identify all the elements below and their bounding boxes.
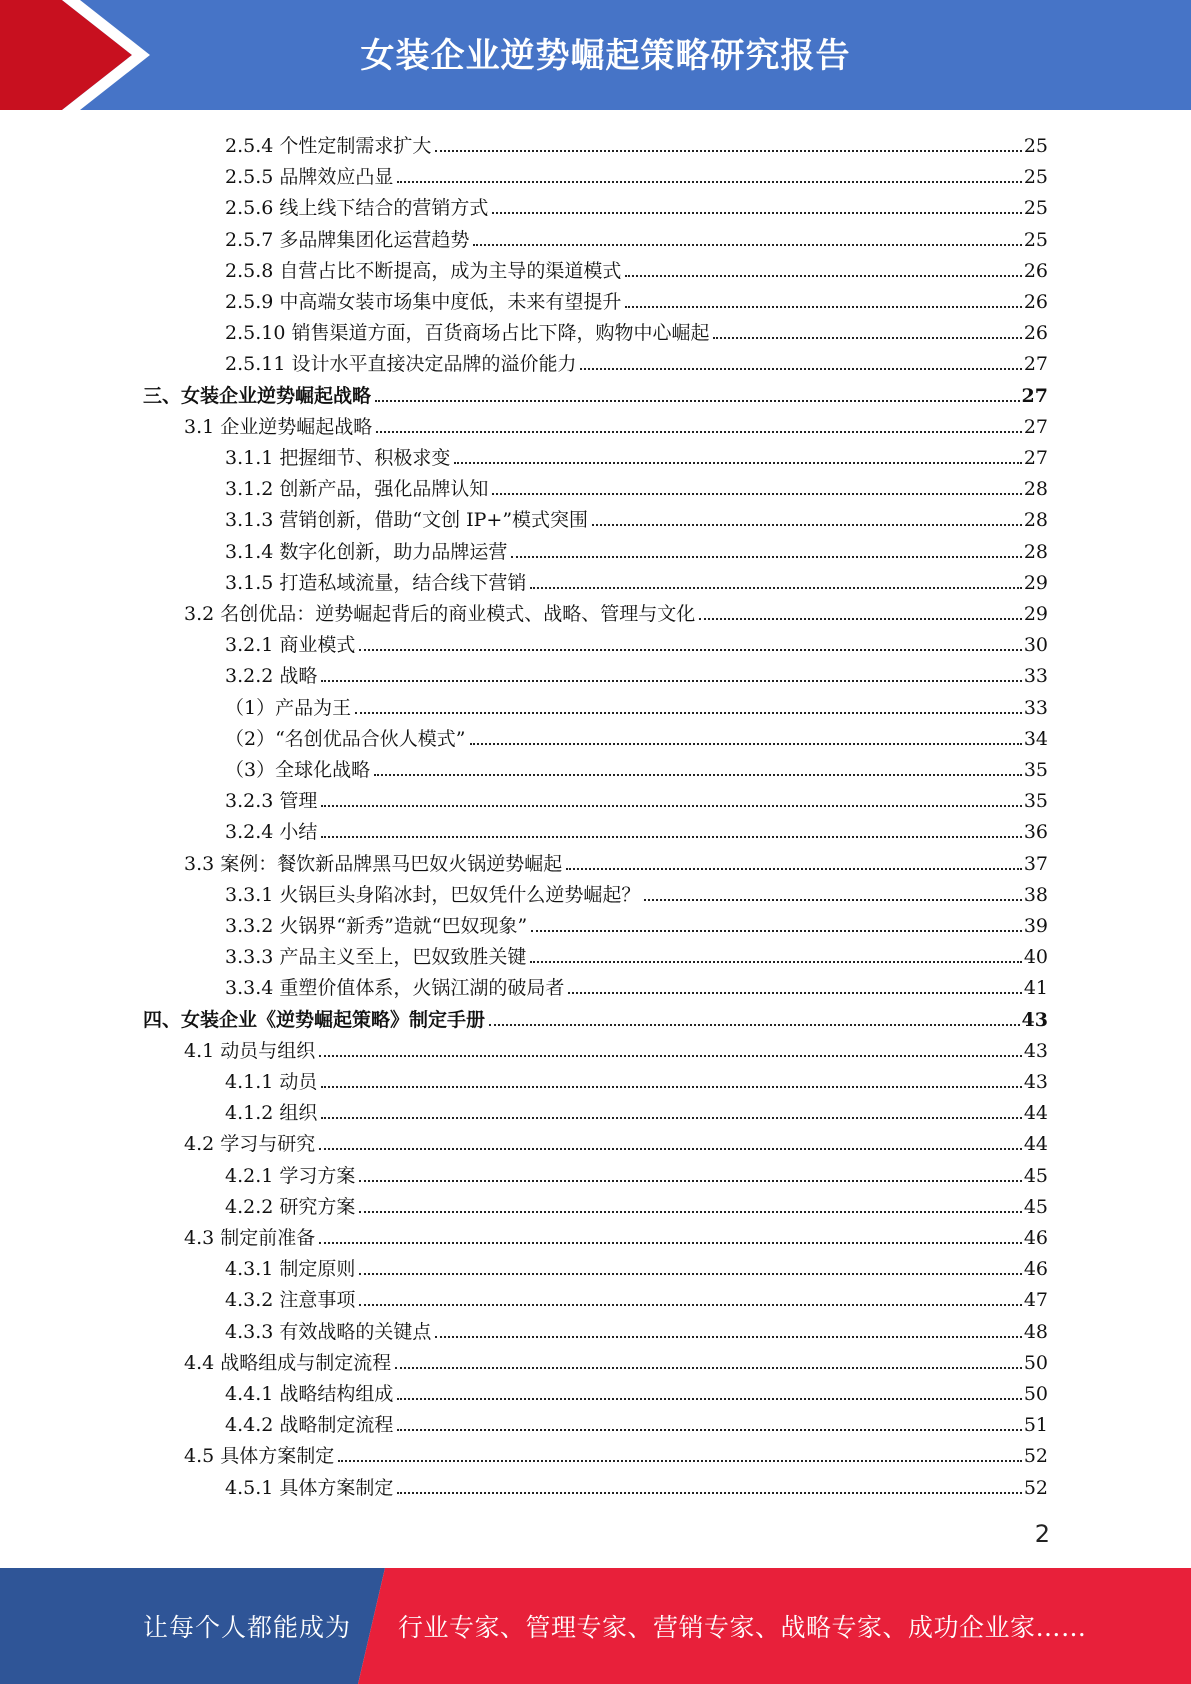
- report-title: 女装企业逆势崛起策略研究报告: [360, 36, 851, 76]
- toc-entry-label: 三、女装企业逆势崛起战略: [143, 384, 372, 407]
- toc-dot-leader: [375, 400, 1020, 402]
- toc-entry[interactable]: [225, 750, 1048, 781]
- toc-entry-label: （3）全球化战略: [225, 759, 371, 781]
- toc-dot-leader: [435, 1336, 1021, 1338]
- toc-entry[interactable]: [225, 220, 1048, 251]
- toc-entry-label: 3.2.2 战略: [225, 665, 318, 688]
- toc-entry[interactable]: [225, 937, 1048, 968]
- toc-dot-leader: [397, 181, 1021, 183]
- toc-dot-leader: [397, 1429, 1021, 1431]
- toc-entry-page: 41: [1023, 977, 1048, 1000]
- toc-dot-leader: [644, 899, 1021, 901]
- toc-dot-leader: [435, 150, 1021, 152]
- toc-entry-page: 48: [1023, 1320, 1048, 1343]
- toc-entry[interactable]: [143, 376, 1048, 407]
- toc-dot-leader: [713, 337, 1021, 339]
- toc-entry-page: 45: [1023, 1195, 1048, 1218]
- toc-dot-leader: [592, 524, 1022, 526]
- toc-entry-page: 39: [1023, 915, 1048, 937]
- toc-dot-leader: [359, 1211, 1021, 1213]
- toc-dot-leader: [338, 1460, 1022, 1462]
- toc-entry[interactable]: [225, 532, 1048, 563]
- toc-entry-label: 2.5.7 多品牌集团化运营趋势: [225, 228, 470, 251]
- toc-entry[interactable]: [225, 188, 1048, 219]
- toc-entry-label: 4.1.2 组织: [225, 1102, 318, 1125]
- toc-entry[interactable]: [225, 688, 1048, 719]
- toc-entry-label: 3.3.3 产品主义至上，巴奴致胜关键: [225, 946, 527, 969]
- footer-slogan-right: 行业专家、管理专家、营销专家、战略专家、成功企业家……: [398, 1613, 1087, 1642]
- toc-entry[interactable]: [225, 438, 1048, 469]
- toc-entry-label: 3.1 企业逆势崛起战略: [184, 415, 373, 438]
- toc-entry-label: 4.2.1 学习方案: [225, 1164, 356, 1187]
- toc-entry-page: 40: [1023, 946, 1048, 969]
- toc-dot-leader: [321, 1117, 1021, 1119]
- toc-entry-page: 43: [1023, 1071, 1048, 1093]
- toc-entry-page: 52: [1023, 1445, 1048, 1468]
- toc-entry-page: 46: [1023, 1227, 1048, 1249]
- toc-entry[interactable]: [225, 500, 1048, 531]
- toc-entry-page: 28: [1023, 540, 1048, 563]
- toc-entry[interactable]: [225, 968, 1048, 999]
- toc-dot-leader: [321, 1086, 1021, 1088]
- toc-entry[interactable]: [225, 1468, 1048, 1499]
- toc-entry-label: 4.3.3 有效战略的关键点: [225, 1320, 432, 1343]
- toc-entry[interactable]: [225, 282, 1048, 313]
- toc-entry[interactable]: [225, 1249, 1048, 1280]
- toc-entry[interactable]: [225, 1312, 1048, 1343]
- toc-dot-leader: [530, 961, 1021, 963]
- toc-dot-leader: [319, 1148, 1022, 1150]
- toc-entry-label: 3.2.4 小结: [225, 821, 318, 844]
- toc-entry[interactable]: [225, 1280, 1048, 1311]
- toc-entry-label: 2.5.10 销售渠道方面，百货商场占比下降，购物中心崛起: [225, 322, 710, 345]
- toc-entry-page: 26: [1023, 259, 1048, 282]
- toc-dot-leader: [530, 587, 1021, 589]
- toc-entry-label: 3.2.3 管理: [225, 790, 318, 813]
- toc-entry-label: 3.2 名创优品：逆势崛起背后的商业模式、战略、管理与文化: [184, 603, 696, 625]
- toc-entry[interactable]: [225, 563, 1048, 594]
- toc-dot-leader: [395, 1367, 1022, 1369]
- toc-entry-label: 2.5.6 线上线下结合的营销方式: [225, 197, 489, 220]
- toc-entry-page: 25: [1023, 166, 1048, 189]
- toc-entry-label: 3.3.2 火锅界“新秀”造就“巴奴现象”: [225, 915, 528, 937]
- toc-entry-label: 3.1.1 把握细节、积极求变: [225, 447, 451, 469]
- toc-dot-leader: [454, 462, 1021, 464]
- toc-dot-leader: [568, 992, 1021, 994]
- toc-entry-page: 28: [1023, 509, 1048, 532]
- toc-entry-label: 3.1.5 打造私域流量，结合线下营销: [225, 571, 527, 594]
- toc-entry-label: 4.5 具体方案制定: [184, 1445, 335, 1468]
- toc-entry-label: （1）产品为王: [225, 696, 352, 719]
- toc-entry[interactable]: [225, 1405, 1048, 1436]
- toc-entry-page: 29: [1023, 603, 1048, 625]
- toc-entry-label: 4.4.2 战略制定流程: [225, 1414, 394, 1437]
- toc-entry-page: 35: [1023, 759, 1048, 781]
- toc-dot-leader: [321, 680, 1021, 682]
- toc-entry-page: 27: [1023, 447, 1048, 469]
- toc-dot-leader: [397, 1492, 1021, 1494]
- toc-dot-leader: [470, 743, 1022, 745]
- toc-entry-page: 50: [1023, 1351, 1048, 1374]
- toc-dot-leader: [359, 1180, 1021, 1182]
- toc-entry-page: 27: [1021, 384, 1048, 407]
- toc-entry-page: 43: [1021, 1008, 1048, 1031]
- toc-entry-label: 4.2.2 研究方案: [225, 1195, 356, 1218]
- toc-entry[interactable]: [184, 1343, 1048, 1374]
- toc-entry[interactable]: [225, 126, 1048, 157]
- toc-dot-leader: [492, 212, 1021, 214]
- toc-entry-page: 45: [1023, 1164, 1048, 1187]
- toc-entry[interactable]: [225, 1374, 1048, 1405]
- toc-entry-page: 36: [1023, 821, 1048, 844]
- toc-entry-label: 3.1.3 营销创新，借助“文创 IP+”模式突围: [225, 509, 589, 532]
- toc-entry[interactable]: [225, 157, 1048, 188]
- toc-dot-leader: [321, 836, 1021, 838]
- toc-entry[interactable]: [225, 875, 1048, 906]
- toc-entry-label: 2.5.4 个性定制需求扩大: [225, 135, 432, 157]
- toc-dot-leader: [319, 1242, 1022, 1244]
- toc-entry[interactable]: [184, 844, 1048, 875]
- toc-entry-page: 33: [1023, 696, 1048, 719]
- toc-entry[interactable]: [225, 719, 1048, 750]
- toc-entry-page: 35: [1023, 790, 1048, 813]
- toc-dot-leader: [473, 244, 1021, 246]
- toc-entry[interactable]: [184, 594, 1048, 625]
- toc-entry-page: 27: [1023, 353, 1048, 376]
- toc-entry-page: 25: [1023, 228, 1048, 251]
- toc-entry-page: 25: [1023, 197, 1048, 220]
- toc-entry-page: 33: [1023, 665, 1048, 688]
- toc-entry-label: （2）“名创优品合伙人模式”: [225, 727, 466, 750]
- toc-entry[interactable]: [225, 1156, 1048, 1187]
- toc-entry-page: 50: [1023, 1383, 1048, 1405]
- toc-entry[interactable]: [143, 1000, 1048, 1031]
- toc-entry-label: 4.5.1 具体方案制定: [225, 1476, 394, 1499]
- toc-entry-label: 4.3.2 注意事项: [225, 1289, 356, 1312]
- toc-entry[interactable]: [225, 251, 1048, 282]
- toc-dot-leader: [376, 431, 1022, 433]
- toc-entry-label: 4.2 学习与研究: [184, 1133, 316, 1156]
- toc-entry[interactable]: [184, 1436, 1048, 1467]
- toc-entry-label: 3.3.4 重塑价值体系，火锅江湖的破局者: [225, 977, 565, 1000]
- toc-entry[interactable]: [225, 812, 1048, 843]
- toc-entry[interactable]: [225, 906, 1048, 937]
- toc-entry[interactable]: [225, 781, 1048, 812]
- toc-entry-label: 2.5.8 自营占比不断提高，成为主导的渠道模式: [225, 259, 622, 282]
- toc-entry-page: 26: [1023, 291, 1048, 313]
- toc-entry-label: 2.5.9 中高端女装市场集中度低，未来有望提升: [225, 291, 622, 313]
- toc-entry[interactable]: [225, 1093, 1048, 1124]
- toc-entry-label: 3.3 案例：餐饮新品牌黑马巴奴火锅逆势崛起: [184, 852, 563, 875]
- toc-entry[interactable]: [225, 1062, 1048, 1093]
- toc-dot-leader: [531, 930, 1022, 932]
- toc-entry-label: 4.3 制定前准备: [184, 1227, 316, 1249]
- toc-entry-page: 52: [1023, 1476, 1048, 1499]
- toc-entry-page: 34: [1023, 727, 1048, 750]
- toc-entry[interactable]: [184, 1218, 1048, 1249]
- toc-entry[interactable]: [225, 469, 1048, 500]
- toc-dot-leader: [374, 774, 1022, 776]
- toc-entry-page: 29: [1023, 571, 1048, 594]
- toc-dot-leader: [489, 1024, 1020, 1026]
- toc-entry-page: 27: [1023, 415, 1048, 438]
- toc-entry[interactable]: [225, 344, 1048, 375]
- toc-entry[interactable]: [184, 1031, 1048, 1062]
- toc-entry-label: 3.3.1 火锅巨头身陷冰封，巴奴凭什么逆势崛起？: [225, 883, 641, 906]
- toc-entry-page: 25: [1023, 135, 1048, 157]
- toc-entry-label: 4.4 战略组成与制定流程: [184, 1351, 392, 1374]
- toc-entry[interactable]: [225, 1187, 1048, 1218]
- toc-entry-label: 3.1.2 创新产品，强化品牌认知: [225, 478, 489, 501]
- toc-entry-page: 51: [1023, 1414, 1048, 1437]
- toc-entry-label: 3.1.4 数字化创新，助力品牌运营: [225, 540, 508, 563]
- toc-dot-leader: [625, 275, 1021, 277]
- footer-slogan-left: 让每个人都能成为: [143, 1613, 352, 1642]
- toc-entry-page: 44: [1023, 1102, 1048, 1125]
- toc-dot-leader: [359, 1304, 1021, 1306]
- page-footer: [0, 1568, 1191, 1684]
- toc-entry-page: 28: [1023, 478, 1048, 501]
- toc-entry-label: 4.4.1 战略结构组成: [225, 1383, 394, 1405]
- toc-dot-leader: [699, 618, 1022, 620]
- toc-entry-label: 4.1 动员与组织: [184, 1039, 316, 1062]
- toc-entry-label: 3.2.1 商业模式: [225, 634, 356, 657]
- toc-entry[interactable]: [225, 625, 1048, 656]
- toc-dot-leader: [511, 556, 1021, 558]
- toc-entry-page: 46: [1023, 1258, 1048, 1281]
- toc-entry-page: 37: [1023, 852, 1048, 875]
- toc-entry-page: 26: [1023, 322, 1048, 345]
- toc-dot-leader: [321, 805, 1021, 807]
- toc-entry-label: 4.3.1 制定原则: [225, 1258, 356, 1281]
- toc-entry[interactable]: [225, 313, 1048, 344]
- toc-entry-label: 2.5.11 设计水平直接决定品牌的溢价能力: [225, 353, 577, 376]
- toc-entry-page: 44: [1023, 1133, 1048, 1156]
- toc-entry-page: 43: [1023, 1039, 1048, 1062]
- toc-dot-leader: [355, 712, 1022, 714]
- toc-entry[interactable]: [184, 1124, 1048, 1155]
- toc-entry-label: 2.5.5 品牌效应凸显: [225, 166, 394, 189]
- toc-dot-leader: [359, 1273, 1021, 1275]
- toc-dot-leader: [566, 868, 1022, 870]
- toc-entry-label: 四、女装企业《逆势崛起策略》制定手册: [143, 1008, 486, 1031]
- toc-dot-leader: [319, 1055, 1022, 1057]
- page-number: 2: [1034, 1520, 1050, 1548]
- toc-entry[interactable]: [184, 407, 1048, 438]
- page-header: [0, 0, 1191, 110]
- toc-dot-leader: [580, 368, 1021, 370]
- toc-entry[interactable]: [225, 656, 1048, 687]
- toc-entry-page: 30: [1023, 634, 1048, 657]
- toc-dot-leader: [492, 493, 1021, 495]
- toc-entry-page: 47: [1023, 1289, 1048, 1312]
- toc-dot-leader: [359, 649, 1021, 651]
- toc-entry-page: 38: [1023, 883, 1048, 906]
- toc-dot-leader: [397, 1398, 1021, 1400]
- toc-dot-leader: [625, 306, 1021, 308]
- toc-entry-label: 4.1.1 动员: [225, 1071, 318, 1093]
